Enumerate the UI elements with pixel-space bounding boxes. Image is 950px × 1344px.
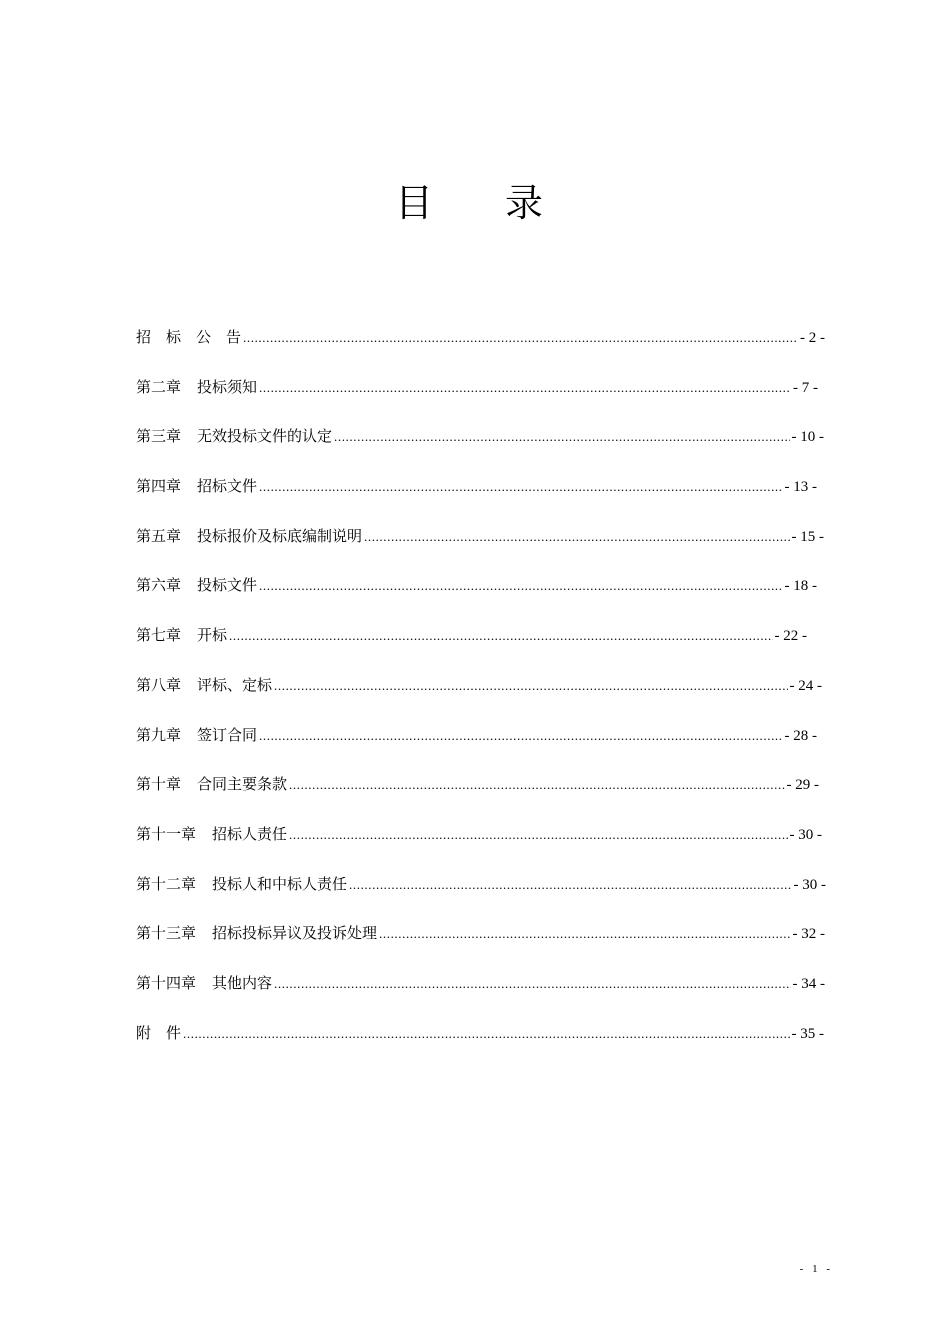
toc-chapter: 第十二章 bbox=[136, 874, 197, 893]
toc-page-number: - 10 - bbox=[791, 429, 824, 446]
toc-leader bbox=[183, 1017, 789, 1051]
toc-page-number: - 22 - bbox=[774, 628, 807, 645]
toc-leader bbox=[334, 420, 789, 454]
toc-chapter: 招 标 公 告 bbox=[136, 328, 242, 346]
page-number: - 1 - bbox=[799, 1263, 833, 1275]
toc-title: 招标投标异议及投诉处理 bbox=[212, 924, 378, 943]
toc-chapter: 第十章 bbox=[136, 775, 182, 794]
toc-page-number: - 34 - bbox=[792, 975, 825, 992]
toc-leader bbox=[289, 768, 784, 802]
toc-page-number: - 35 - bbox=[791, 1025, 824, 1042]
toc-chapter: 第二章 bbox=[136, 377, 182, 396]
toc-leader bbox=[259, 569, 782, 603]
toc-entry[interactable] bbox=[136, 916, 825, 966]
toc-entry[interactable] bbox=[136, 767, 819, 817]
toc-chapter: 第五章 bbox=[136, 526, 182, 545]
toc-entry[interactable] bbox=[136, 320, 825, 370]
toc-title: 投标须知 bbox=[197, 377, 258, 396]
toc-entry[interactable] bbox=[136, 568, 817, 618]
toc-page-number: - 2 - bbox=[800, 330, 825, 346]
toc-leader bbox=[274, 669, 787, 703]
toc-title: 评标、定标 bbox=[197, 675, 273, 694]
toc-entry[interactable] bbox=[136, 419, 824, 469]
table-of-contents bbox=[136, 320, 836, 1065]
toc-page-number: - 15 - bbox=[791, 528, 824, 545]
toc-title: 招标文件 bbox=[197, 477, 258, 496]
toc-leader bbox=[274, 967, 790, 1001]
toc-page-number: - 28 - bbox=[784, 727, 817, 744]
toc-entry[interactable] bbox=[136, 867, 826, 917]
toc-entry[interactable] bbox=[136, 966, 825, 1016]
toc-page-number: - 7 - bbox=[793, 379, 818, 396]
toc-leader bbox=[349, 868, 791, 902]
toc-entry[interactable] bbox=[136, 618, 807, 668]
toc-page-number: - 18 - bbox=[784, 578, 817, 595]
toc-page-number: - 32 - bbox=[792, 926, 825, 943]
toc-leader bbox=[364, 520, 789, 554]
toc-leader bbox=[243, 321, 798, 355]
toc-entry[interactable] bbox=[136, 668, 822, 718]
toc-page-number: - 24 - bbox=[789, 677, 822, 694]
toc-entry[interactable] bbox=[136, 817, 822, 867]
page-title: 目 录 bbox=[394, 181, 574, 225]
toc-title: 无效投标文件的认定 bbox=[197, 427, 333, 446]
toc-leader bbox=[259, 719, 782, 753]
toc-chapter: 附 件 bbox=[136, 1023, 182, 1042]
toc-chapter: 第七章 bbox=[136, 626, 182, 645]
toc-title: 投标报价及标底编制说明 bbox=[197, 526, 363, 545]
toc-title: 合同主要条款 bbox=[197, 775, 288, 794]
toc-entry[interactable] bbox=[136, 718, 817, 768]
toc-chapter: 第三章 bbox=[136, 427, 182, 446]
toc-title: 其他内容 bbox=[212, 973, 273, 992]
toc-leader bbox=[229, 619, 772, 653]
toc-title: 投标文件 bbox=[197, 576, 258, 595]
toc-chapter: 第十三章 bbox=[136, 924, 197, 943]
toc-entry[interactable] bbox=[136, 370, 818, 420]
toc-page-number: - 13 - bbox=[784, 479, 817, 496]
toc-leader bbox=[259, 470, 782, 504]
toc-chapter: 第十四章 bbox=[136, 973, 197, 992]
toc-title: 投标人和中标人责任 bbox=[212, 874, 348, 893]
toc-entry[interactable] bbox=[136, 519, 824, 569]
toc-entry[interactable] bbox=[136, 1016, 824, 1066]
toc-title: 开标 bbox=[197, 626, 228, 645]
toc-page-number: - 30 - bbox=[789, 826, 822, 843]
toc-chapter: 第四章 bbox=[136, 477, 182, 496]
toc-leader bbox=[259, 371, 791, 405]
toc-title: 招标人责任 bbox=[212, 824, 288, 843]
toc-leader bbox=[289, 818, 787, 852]
toc-chapter: 第六章 bbox=[136, 576, 182, 595]
toc-leader bbox=[379, 917, 790, 951]
toc-chapter: 第八章 bbox=[136, 675, 182, 694]
toc-chapter: 第十一章 bbox=[136, 824, 197, 843]
toc-chapter: 第九章 bbox=[136, 725, 182, 744]
toc-page-number: - 30 - bbox=[793, 876, 826, 893]
toc-page-number: - 29 - bbox=[786, 777, 819, 794]
toc-title: 签订合同 bbox=[197, 725, 258, 744]
toc-entry[interactable] bbox=[136, 469, 817, 519]
